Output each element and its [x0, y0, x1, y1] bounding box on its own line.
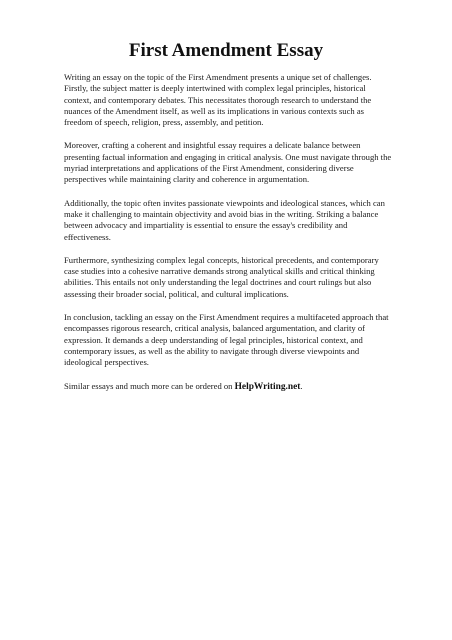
document-title: First Amendment Essay — [128, 40, 324, 61]
paragraph-3: Additionally, the topic often invites passionate viewpoints and ideological stances, which can make it challenging to maintain objectivity and avoid bias in the writing. Striking a balance between advocacy and impartiality is essential to ensure the essay's credibility and effectiveness. — [64, 197, 385, 242]
closing-end: . — [300, 380, 303, 391]
paragraph-2: Moreover, crafting a coherent and insightful essay requires a delicate balance between presenting factual information and engaging in critical analysis. One must navigate through the myriad interpretations and applications of the First Amendment, considering diverse perspectives while maintaining clarity and coherence in argumentation. — [64, 140, 392, 185]
paragraph-4: Furthermore, synthesizing complex legal concepts, historical precedents, and contemporary case studies into a cohesive narrative demands strong analytical skills and critical thinking abilities. This entails not only understanding the legal doctrines and court rulings but also assessing their broader social, political, and cultural implications. — [64, 254, 379, 299]
helpwriting-link[interactable]: HelpWriting.net — [234, 381, 301, 392]
paragraph-5: In conclusion, tackling an essay on the First Amendment requires a multifaceted approach that encompasses rigorous research, critical analysis, balanced argumentation, and clarity of expression. It demands a deep understanding of legal principles, historical context, and contemporary issues, as well as the ability to navigate through diverse viewpoints and ideological perspectives. — [64, 312, 389, 368]
closing-line — [64, 381, 394, 393]
closing-text: Similar essays and much more can be ordered on — [64, 380, 235, 391]
document-body — [64, 72, 394, 393]
paragraph-1: Writing an essay on the topic of the First Amendment presents a unique set of challenges. Firstly, the subject matter is deeply intertwined with complex legal principles, historical context, and contemporary debates. This necessitates thorough research to understand the nuances of the Amendment itself, as well as its implications in various contexts such as freedom of speech, religion, press, assembly, and petition. — [64, 72, 372, 128]
